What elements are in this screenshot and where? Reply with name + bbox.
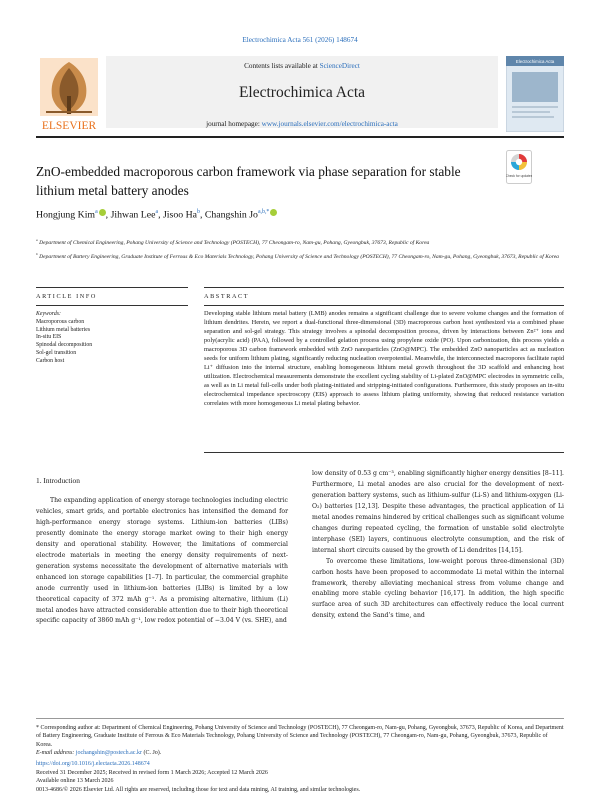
publisher-name: ELSEVIER [41,120,97,132]
abstract-text: Developing stable lithium metal battery (LMB) anodes remains a significant challenge due to severe volume changes and the formation of lithium dendrites. Herein, we report a dual-functional three-dimensional (3D) macroporous carbon host synthesized via a combined phase separation and sol-gel strategy. This strategy involves a spinodal decomposition process, driven by interactions between Zn²⁺ ions and poly(acrylic acid) (PAA), followed by a controlled gelation process using propylene oxide (PO). Upon carbonization, this process yields a macroporous 3D carbon framework embedded with ZnO nanoparticles (ZnO@MPC). The embedded ZnO nanoparticles act as nucleation seeds for uniform lithium plating, significantly reducing nucleation overpotential. Meanwhile, the interconnected macropores facilitate rapid Li⁺ diffusion into the internal structure, enabling homogeneous lithium metal growth throughout the 3D scaffold and enhancing host utilization. Electrochemical measurements demonstrate the excellent cycling stability of Li-plated ZnO@MPC electrodes in symmetric cells, as well as in Li metal full-cells under both plating-initiated and stripping-initiated configurations. Furthermore, this study proposes an in-situ electrochemical impedance spectroscopy (EIS) approach to assess lithium plating uniformity, showing that reduced resistance variation correlates with more homogeneous Li metal plating behavior. [204,310,564,408]
affiliation-a-text: Department of Chemical Engineering, Pohang University of Science and Technology (POSTECH), 77 Cheongam-ro, Nam-gu, Pohang, Gyeongbuk, 37673, Republic of Korea [39,239,430,246]
abstract-rule-top [204,287,564,288]
elsevier-logo [36,56,102,134]
author-name[interactable]: Changshin Jo [204,209,258,221]
keywords-label: Keywords: [36,311,61,317]
publication-info [36,760,564,794]
author-separator: , [105,209,111,221]
keyword: Carbon host [36,357,65,364]
author-affiliation-ref[interactable]: a,b,* [257,209,270,215]
body-column-left [36,496,288,627]
author-list [36,209,277,220]
journal-info-box [106,56,498,128]
paper-title: ZnO-embedded macroporous carbon framework via phase separation for stable lithium metal battery anodes [36,164,461,198]
contents-line [106,62,498,70]
abstract-rule-mid [204,305,564,306]
received-dates: Received 31 December 2025; Received in revised form 1 March 2026; Accepted 12 March 2026 [36,769,268,776]
author-name[interactable]: Hongjung Kim [36,209,96,221]
abstract-heading: ABSTRACT [204,293,250,300]
keyword: Macroporous carbon [36,318,85,325]
header-divider [36,136,564,138]
corresponding-author-footnote: * Corresponding author at: Department of Chemical Engineering, Pohang University of Science and Technology (POSTECH), 77 Cheongam-ro, Nam-gu, Pohang, Gyeongbuk, 37673, Republic of Korea, and Department of Battery Engineering, Graduate Institute of Ferrous & Eco Materials Technology, Pohang University of Science and Technology (POSTECH), 77 Cheongam-ro, Nam-gu, Pohang, Gyeongbuk, 37673, Republic of Korea. [36,725,564,748]
orcid-icon[interactable] [99,209,106,216]
doi-link[interactable]: https://doi.org/10.1016/j.electacta.2026.148674 [36,761,150,767]
sciencedirect-link[interactable]: ScienceDirect [319,62,360,70]
affiliation-a: $^a$ Department of Chemical Engineering, Pohang University of Science and Technology (POSTECH), 77 Cheongam-ro, Nam-gu, Pohang, Gyeongbuk, 37673, Republic of Korea [36,238,430,246]
affiliation-b-text: Department of Battery Engineering, Graduate Institute of Ferrous & Eco Materials Technology, Pohang University of Science and Technology (POSTECH), 77 Cheongam-ro, Nam-gu, Pohang, Gyeongbuk, 37673, Republic of Korea [39,253,559,260]
intro-paragraph-1: The expanding application of energy storage technologies including electric vehicles, smart grids, and portable electronics has intensified the demand for high-performance energy storage systems. Lithium-ion batteries (LIBs) presently dominate the energy storage market owing to their high energy density and operational stability. However, the limitations of commercial electrode materials in meeting the energy density requirements of next-generation systems necessitate the development of alternative materials with enhanced ion storage capabilities [1–7]. In particular, the commercial graphite anode currently used in lithium-ion batteries (LIBs) is limited by a low theoretical capacity of 372 mAh g⁻¹. As a promising alternative, lithium (Li) metal anodes have attracted considerable attention due to their high theoretical specific capacity of 3860 mAh g⁻¹, low redox potential of −3.04 V (vs. SHE), and [36,497,288,625]
orcid-icon[interactable] [270,209,277,216]
journal-cover-image[interactable] [506,56,564,132]
keyword: In-situ EIS [36,334,62,341]
homepage-line [106,120,498,128]
crossmark-label: Check for updates [506,174,532,178]
copyright-notice: 0013-4686/© 2026 Elsevier Ltd. All rights are reserved, including those for text and data mining, AI training, and similar technologies. [36,786,361,793]
journal-title: Electrochimica Acta [238,84,366,101]
author-separator: , [158,209,163,221]
keyword: Spinodal decomposition [36,342,93,349]
journal-homepage-link[interactable]: www.journals.elsevier.com/electrochimica-acta [261,120,398,128]
contents-prefix: Contents lists available at [244,62,320,70]
intro-paragraph-2: To overcome these limitations, low-weight porous three-dimensional (3D) carbon hosts have been proposed to accommodate Li metal within the internal framework, thereby alleviating mechanical stress from volume change and enabling more stable cycling behavior [16,17]. In addition, the high specific surface area of such 3D architectures can effectively reduce the local current density, extend the Sand’s time, and [312,557,564,620]
author-name[interactable]: Jihwan Lee [110,209,156,221]
body-column-right [312,469,564,622]
email-link[interactable]: jochangshin@postech.ac.kr [75,750,142,756]
author-affiliation-ref[interactable]: a [155,209,159,215]
homepage-prefix: journal homepage: [206,120,262,128]
check-for-updates-icon[interactable] [506,150,532,184]
email-line [36,749,564,757]
available-online: Available online 13 March 2026 [36,778,114,785]
journal-header [36,52,564,136]
affiliation-b: $^b$ Department of Battery Engineering, Graduate Institute of Ferrous & Eco Materials Technology, Pohang University of Science and Technology (POSTECH), 77 Cheongam-ro, Nam-gu, Pohang, Gyeongbuk, 37673, Republic of Korea [36,252,559,260]
author-affiliation-ref[interactable]: b [197,209,200,215]
cover-title: Electrochimica Acta [515,59,555,65]
intro-paragraph-1-continued: low density of 0.53 g cm⁻³, enabling significantly higher energy densities [8–11]. Furthermore, Li metal anodes are also crucial for the development of next-generation battery systems, such as lithium-sulfur (Li-S) and lithium-oxygen (Li-O₂) batteries [12,13]. Despite these advantages, the practical application of Li metal anodes remains hindered by critical challenges such as significant volume changes during repeated cycling, the formation of unstable solid electrolyte interphase (SEI) layers, continuous electrolyte consumption, and the risk of internal short circuits caused by the growth of Li dendrites [14,15]. [312,470,564,554]
keyword: Lithium metal batteries [36,326,91,333]
footnote-rule [36,718,564,719]
article-info-rule-mid [36,305,188,306]
keywords-block [36,311,186,366]
journal-citation[interactable]: Electrochimica Acta 561 (2026) 148674 [242,36,358,44]
abstract-rule-bottom [204,452,564,453]
article-info-rule-top [36,287,188,288]
introduction-heading: 1. Introduction [36,476,80,485]
article-info-heading: ARTICLE INFO [36,293,97,300]
author-affiliation-ref[interactable]: a [95,209,98,215]
email-label: E-mail address: [36,750,76,756]
author-name[interactable]: Jisoo Ha [162,209,198,221]
author-separator: , [199,209,205,221]
keyword: Sol-gel transition [36,349,77,356]
email-suffix: (C. Jo). [141,750,162,756]
